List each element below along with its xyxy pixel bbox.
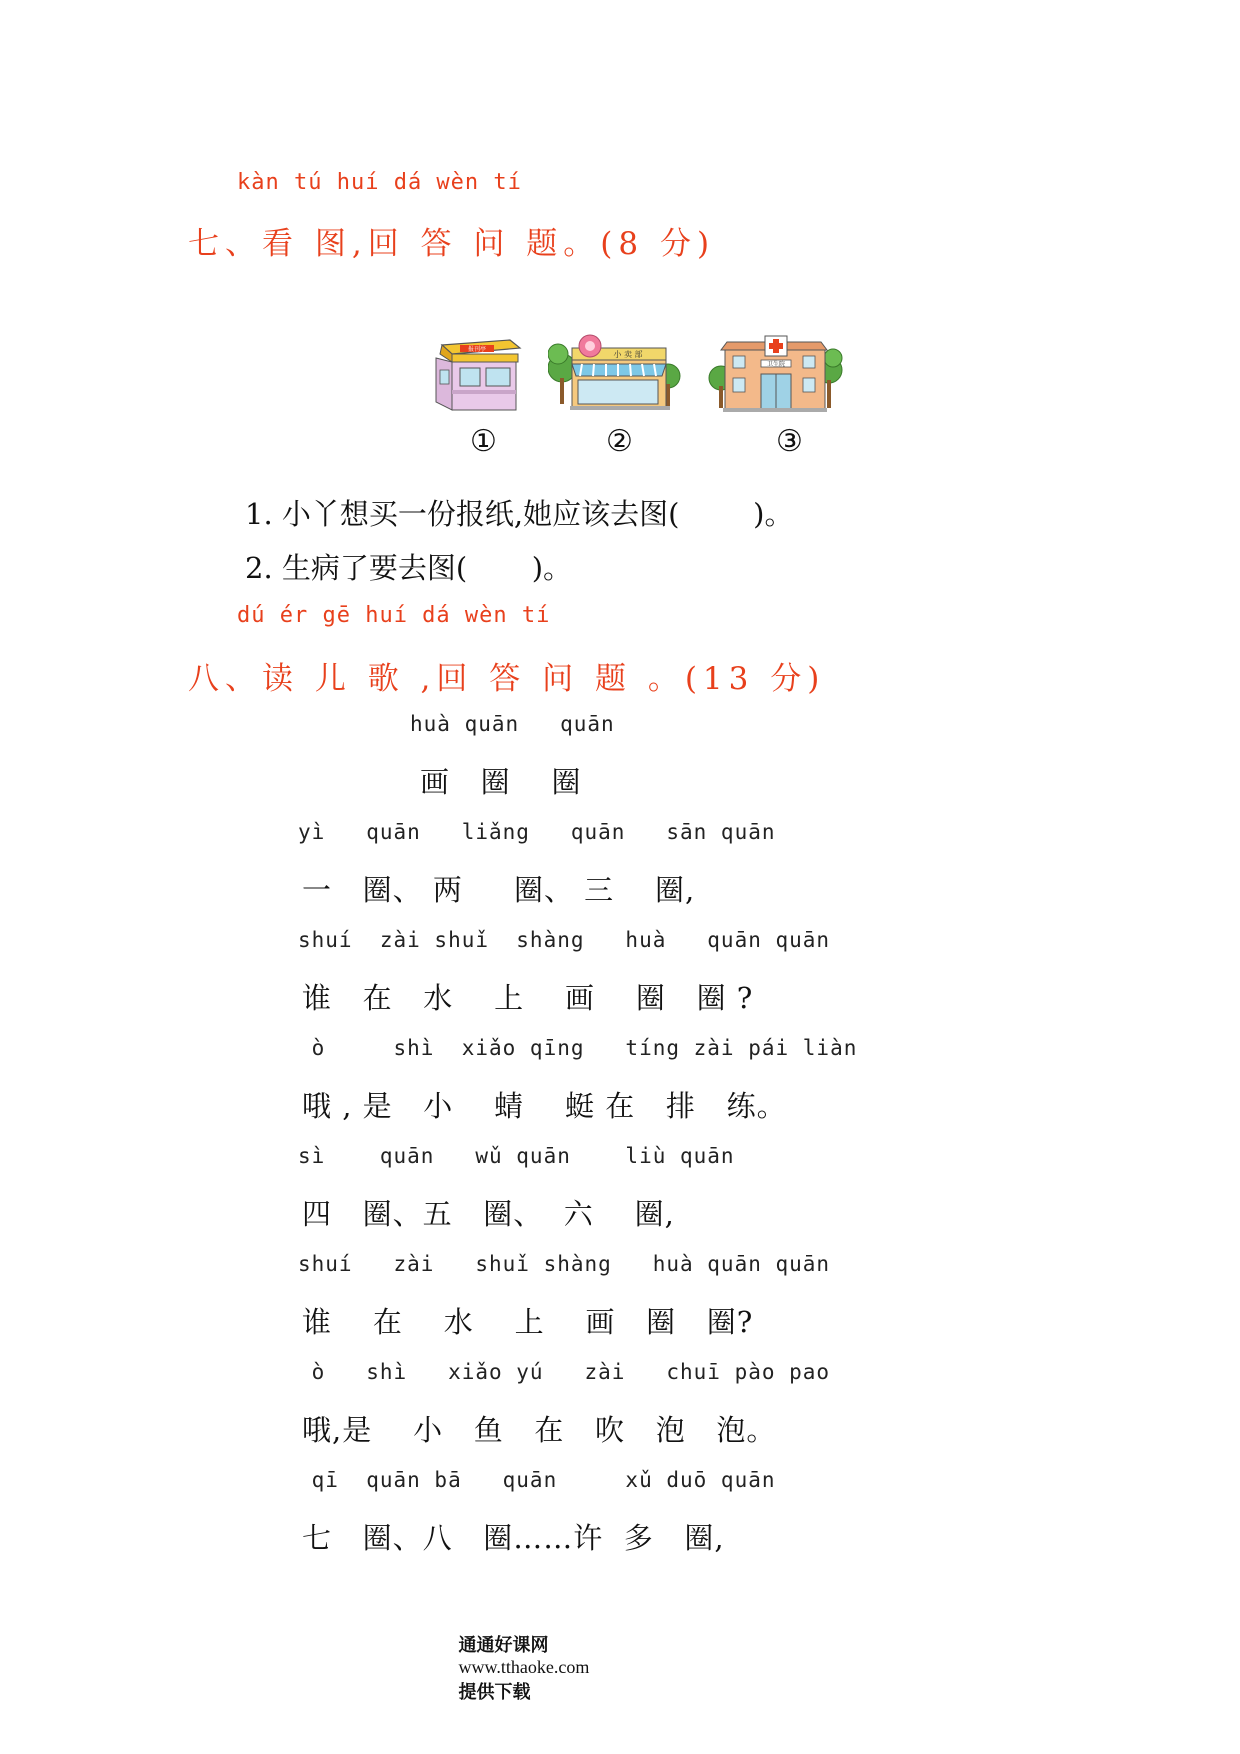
picture-number-1: ① [470,424,497,459]
section7-title: 七、看 图,回 答 问 题。(8 分) [188,226,716,262]
newsstand-icon [430,330,530,415]
section8-title: 八、读 儿 歌 ,回 答 问 题 。(13 分) [188,661,826,697]
question-2: 2. 生病了要去图( )。 [245,551,573,585]
shop-icon [548,328,683,413]
poem-line-5: 谁 在 水 上 画 圈 圈? [302,1305,754,1339]
poem-line-7: 七 圈、八 圈……许 多 圈, [302,1521,725,1555]
hospital-sign: 卫生院 [766,361,786,368]
picture-number-3: ③ [776,424,803,459]
newsstand-sign: 报刊亭 [467,346,487,353]
poem-line-6: 哦,是 小 鱼 在 吹 泡 泡。 [302,1413,777,1447]
poem-line-4: 四 圈、五 圈、 六 圈, [302,1197,675,1231]
footer-site-name: 通通好课网 [458,1635,549,1656]
section8-pinyin: dú ér gē huí dá wèn tí [237,603,551,628]
poem-line-6-pinyin: ò shì xiǎo yú zài chuī pào pao [298,1360,831,1384]
poem-title: 画 圈 圈 [420,765,582,799]
poem-line-3-pinyin: ò shì xiǎo qīng tíng zài pái liàn [298,1036,858,1060]
poem-line-2-pinyin: shuí zài shuǐ shàng huà quān quān [298,928,831,952]
question-1: 1. 小丫想买一份报纸,她应该去图( )。 [245,497,794,531]
footer-download-text: 提供下载 [458,1682,531,1703]
picture-number-2: ② [606,424,633,459]
poem-line-2: 谁 在 水 上 画 圈 圈 ? [302,981,754,1015]
section7-pinyin: kàn tú huí dá wèn tí [237,170,522,195]
poem-line-1-pinyin: yì quān liǎng quān sān quān [298,820,776,844]
poem-line-5-pinyin: shuí zài shuǐ shàng huà quān quān [298,1252,831,1276]
footer-url[interactable]: www.tthaoke.com [458,1657,590,1677]
hospital-icon [705,330,845,415]
poem-line-3: 哦 , 是 小 蜻 蜓 在 排 练。 [302,1089,787,1123]
poem-line-7-pinyin: qī quān bā quān xǔ duō quān [298,1468,776,1492]
footer [446,1610,589,1704]
shop-sign: 小 卖 部 [613,350,643,359]
poem-line-1: 一 圈、 两 圈、 三 圈, [302,873,696,907]
poem-line-4-pinyin: sì quān wǔ quān liù quān [298,1144,735,1168]
poem-title-pinyin: huà quān quān [410,712,615,736]
